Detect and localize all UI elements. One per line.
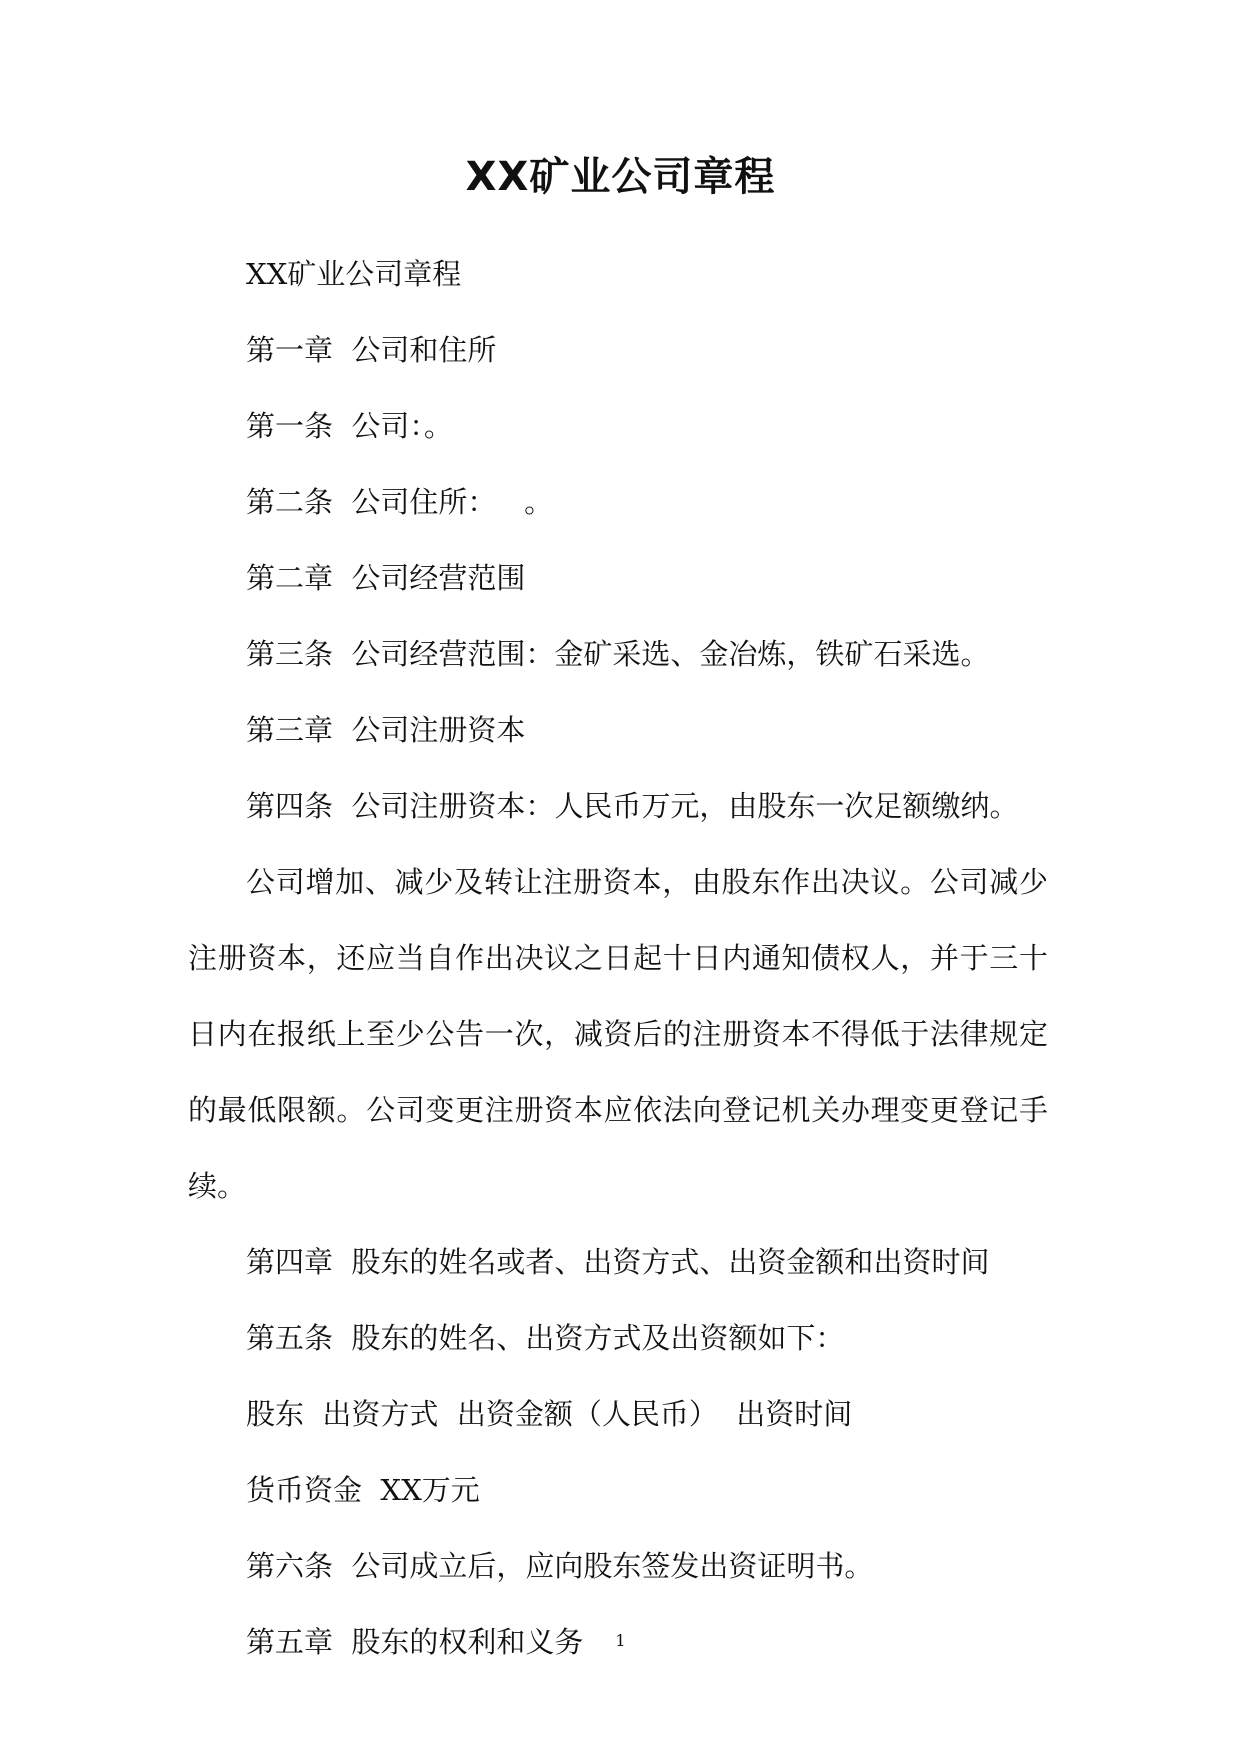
chapter-1-heading: 第一章 公司和住所	[246, 333, 497, 367]
article-3: 第三条 公司经营范围：金矿采选、金冶炼，铁矿石采选。	[246, 637, 990, 671]
page-number: 1	[615, 1631, 626, 1650]
chapter-3-heading: 第三章 公司注册资本	[246, 713, 526, 747]
document-body	[188, 255, 1048, 1699]
capital-change-paragraph: 公司增加、减少及转让注册资本，由股东作出决议。公司减少注册资本，还应当自作出决议之日起十日内通知债权人，并于三十日内在报纸上至少公告一次，减资后的注册资本不得低于法律规定的最低限额。公司变更注册资本应依法向登记机关办理变更登记手续。	[188, 865, 1048, 1203]
chapter-5-heading: 第五章 股东的权利和义务	[246, 1625, 584, 1659]
article-1: 第一条 公司：。	[246, 409, 453, 443]
paragraph-heading: XX矿业公司章程	[246, 257, 462, 291]
contribution-header-line: 股东 出资方式 出资金额（人民币） 出资时间	[246, 1397, 853, 1431]
article-2: 第二条 公司住所： 。	[246, 485, 554, 519]
chapter-2-heading: 第二章 公司经营范围	[246, 561, 526, 595]
article-6: 第六条 公司成立后，应向股东签发出资证明书。	[246, 1549, 874, 1583]
document-title: XX矿业公司章程	[465, 154, 776, 200]
article-4: 第四条 公司注册资本：人民币万元，由股东一次足额缴纳。	[246, 789, 1019, 823]
article-5: 第五条 股东的姓名、出资方式及出资额如下：	[246, 1321, 845, 1355]
contribution-value-line: 货币资金 XX万元	[246, 1473, 480, 1507]
chapter-4-heading: 第四章 股东的姓名或者、出资方式、出资金额和出资时间	[246, 1245, 990, 1279]
